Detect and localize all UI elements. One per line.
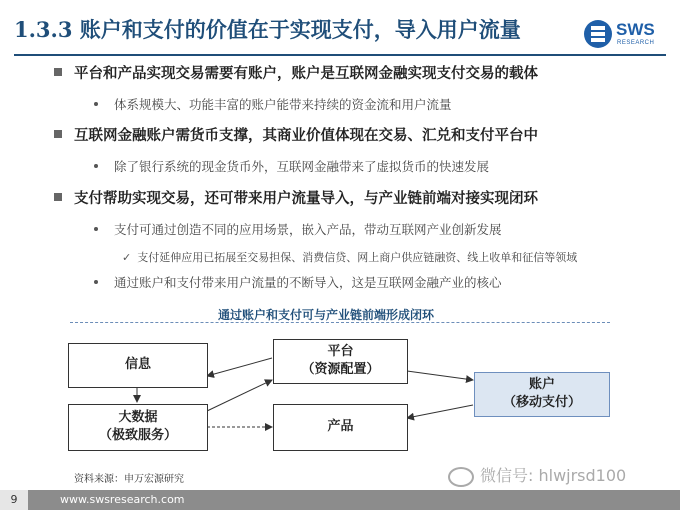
bullet-text: 平台和产品实现交易需要有账户，账户是互联网金融实现支付交易的载体 (74, 66, 538, 82)
bullet-text: 支付可通过创造不同的应用场景，嵌入产品，带动互联网产业创新发展 (114, 222, 502, 237)
box-info-label: 信息 (124, 357, 151, 372)
arrow-platform-to-info (207, 358, 272, 376)
box-product-label: 产品 (327, 419, 354, 434)
footer-bar (0, 490, 680, 510)
slide-title: 1.3.3 账户和支付的价值在于实现支付，导入用户流量 (14, 17, 521, 42)
bullet-text: 体系规模大、功能丰富的账户能带来持续的资金流和用户流量 (114, 97, 452, 112)
bullet-text: 互联网金融账户需货币支撑，其商业价值体现在交易、汇兑和支付平台中 (74, 128, 538, 144)
bullet-text: 支付延伸应用已拓展至交易担保、消费信贷、网上商户供应链融资、线上收单和征信等领域 (137, 251, 578, 264)
box-account-sublabel: （移动支付） (502, 395, 581, 410)
box-info (68, 343, 208, 388)
arrow-bigdata-to-platform (207, 380, 272, 411)
box-bigdata-sublabel: （极致服务） (98, 428, 177, 443)
page-number: 9 (0, 490, 28, 510)
logo-name: SWS (616, 20, 655, 39)
arrow-account-to-product (407, 405, 473, 418)
wechat-icon (448, 467, 474, 487)
box-platform-label: 平台 (327, 344, 354, 359)
bullet-text: 通过账户和支付带来用户流量的不断导入，这是互联网金融产业的核心 (114, 275, 502, 290)
check-bullet-icon: ✓ (122, 251, 132, 264)
box-platform-sublabel: （资源配置） (301, 362, 380, 377)
logo-subtitle: RESEARCH (617, 40, 655, 46)
source-note: 资料来源：申万宏源研究 (74, 474, 184, 485)
footer-url: www.swsresearch.com (60, 493, 185, 506)
diagram-title: 通过账户和支付可与产业链前端形成闭环 (218, 308, 435, 322)
box-account-label: 账户 (528, 377, 555, 392)
box-bigdata (68, 404, 208, 451)
wechat-watermark (448, 463, 626, 487)
wechat-id: 微信号: hlwjrsd100 (480, 466, 627, 485)
box-account (474, 372, 610, 417)
bullet-text: 除了银行系统的现金货币外，互联网金融带来了虚拟货币的快速发展 (114, 159, 490, 174)
box-bigdata-label: 大数据 (118, 410, 158, 425)
box-platform (273, 339, 408, 384)
bullet-text: 支付帮助实现交易，还可带来用户流量导入，与产业链前端对接实现闭环 (74, 191, 538, 207)
box-product (273, 404, 408, 451)
arrow-platform-to-account (407, 371, 473, 380)
